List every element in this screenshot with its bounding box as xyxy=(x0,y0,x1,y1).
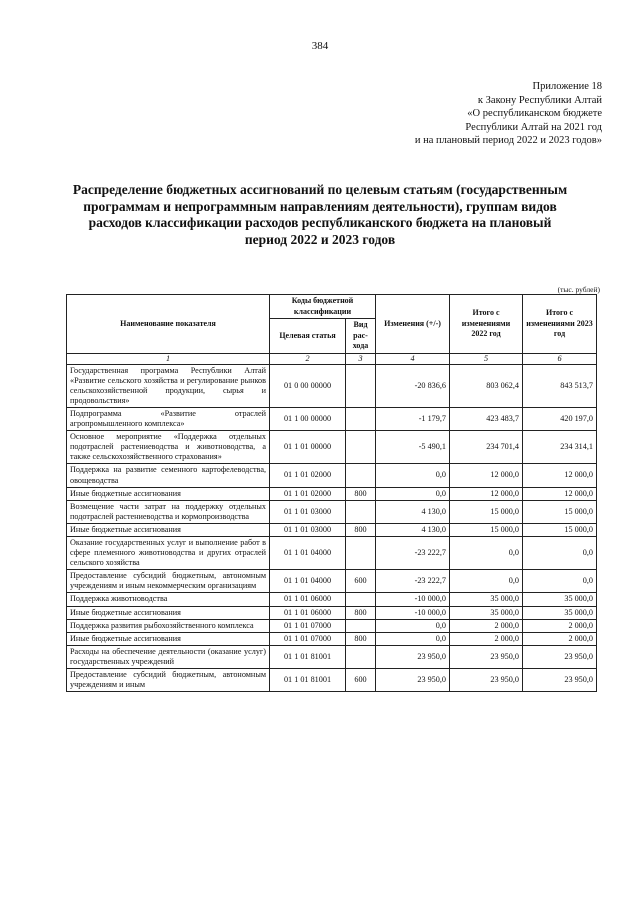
table-row xyxy=(67,487,597,500)
row-total-2023-cell: 2 000,0 xyxy=(523,632,597,645)
row-target-code-cell: 01 1 01 81001 xyxy=(270,669,346,692)
row-total-2022-cell: 15 000,0 xyxy=(450,500,523,523)
row-total-2022-cell: 803 062,4 xyxy=(450,364,523,407)
row-expense-kind-cell: 600 xyxy=(346,669,376,692)
table-row xyxy=(67,500,597,523)
row-total-2023-cell: 23 950,0 xyxy=(523,645,597,668)
row-total-2023-cell: 23 950,0 xyxy=(523,669,597,692)
row-name-cell: Поддержка животноводства xyxy=(67,593,270,606)
row-total-2023-cell: 234 314,1 xyxy=(523,431,597,464)
budget-table xyxy=(66,294,597,692)
row-total-2023-cell: 15 000,0 xyxy=(523,523,597,536)
table-row xyxy=(67,632,597,645)
column-index: 6 xyxy=(523,353,597,364)
table-row xyxy=(67,570,597,593)
row-total-2023-cell: 2 000,0 xyxy=(523,619,597,632)
row-expense-kind-cell: 800 xyxy=(346,632,376,645)
row-total-2022-cell: 12 000,0 xyxy=(450,487,523,500)
row-expense-kind-cell xyxy=(346,431,376,464)
row-name-cell: Предоставление субсидий бюджетным, автономным учреждениям и иным некоммерческим организациям xyxy=(67,570,270,593)
table-row xyxy=(67,537,597,570)
column-index: 3 xyxy=(346,353,376,364)
row-target-code-cell: 01 1 01 81001 xyxy=(270,645,346,668)
column-index: 4 xyxy=(376,353,450,364)
row-total-2022-cell: 2 000,0 xyxy=(450,632,523,645)
row-total-2022-cell: 0,0 xyxy=(450,537,523,570)
row-target-code-cell: 01 1 01 02000 xyxy=(270,464,346,487)
row-name-cell: Поддержка развития рыбохозяйственного комплекса xyxy=(67,619,270,632)
header-target-article: Целевая статья xyxy=(270,319,346,354)
table-row xyxy=(67,523,597,536)
row-name-cell: Расходы на обеспечение деятельности (оказание услуг) государственных учреждений xyxy=(67,645,270,668)
row-total-2022-cell: 423 483,7 xyxy=(450,407,523,430)
row-name-cell: Поддержка на развитие семенного картофелеводства, овощеводства xyxy=(67,464,270,487)
row-target-code-cell: 01 1 01 02000 xyxy=(270,487,346,500)
row-change-cell: 0,0 xyxy=(376,632,450,645)
row-name-cell: Возмещение части затрат на поддержку отдельных подотраслей растениеводства и кормопроизводства xyxy=(67,500,270,523)
appendix-line: «О республиканском бюджете xyxy=(467,108,602,119)
column-index-row xyxy=(67,353,597,364)
table-row xyxy=(67,606,597,619)
document-title: Распределение бюджетных ассигнований по целевым статьям (государственным программам и непрограммным направлениям деятельности), группам видов расходов классификации расходов республиканского бюджета на плановый период 2022 и 2023 годов xyxy=(72,182,568,247)
row-total-2023-cell: 12 000,0 xyxy=(523,464,597,487)
header-codes: Коды бюджетной классификации xyxy=(270,295,376,319)
row-total-2023-cell: 35 000,0 xyxy=(523,606,597,619)
row-name-cell: Иные бюджетные ассигнования xyxy=(67,606,270,619)
table-row xyxy=(67,645,597,668)
row-change-cell: -1 179,7 xyxy=(376,407,450,430)
row-expense-kind-cell xyxy=(346,364,376,407)
row-total-2022-cell: 15 000,0 xyxy=(450,523,523,536)
row-expense-kind-cell xyxy=(346,537,376,570)
row-total-2022-cell: 35 000,0 xyxy=(450,606,523,619)
row-total-2023-cell: 35 000,0 xyxy=(523,593,597,606)
row-change-cell: 0,0 xyxy=(376,619,450,632)
table-row xyxy=(67,669,597,692)
row-expense-kind-cell xyxy=(346,619,376,632)
row-total-2022-cell: 23 950,0 xyxy=(450,645,523,668)
row-target-code-cell: 01 1 01 03000 xyxy=(270,523,346,536)
column-index: 5 xyxy=(450,353,523,364)
appendix-line: Республики Алтай на 2021 год xyxy=(465,121,602,133)
row-change-cell: 4 130,0 xyxy=(376,500,450,523)
row-change-cell: -10 000,0 xyxy=(376,593,450,606)
row-name-cell: Иные бюджетные ассигнования xyxy=(67,632,270,645)
row-total-2022-cell: 0,0 xyxy=(450,570,523,593)
row-expense-kind-cell xyxy=(346,464,376,487)
row-total-2022-cell: 2 000,0 xyxy=(450,619,523,632)
row-expense-kind-cell xyxy=(346,593,376,606)
row-expense-kind-cell xyxy=(346,645,376,668)
appendix-line: к Закону Республики Алтай xyxy=(477,94,602,106)
header-expense-kind: Вид рас-хода xyxy=(346,319,376,354)
table-row xyxy=(67,619,597,632)
row-expense-kind-cell: 800 xyxy=(346,606,376,619)
row-change-cell: 4 130,0 xyxy=(376,523,450,536)
row-total-2022-cell: 35 000,0 xyxy=(450,593,523,606)
table-row xyxy=(67,431,597,464)
row-total-2023-cell: 0,0 xyxy=(523,570,597,593)
row-target-code-cell: 01 1 01 06000 xyxy=(270,593,346,606)
header-name: Наименование показателя xyxy=(67,295,270,354)
table-row xyxy=(67,364,597,407)
row-change-cell: -23 222,7 xyxy=(376,570,450,593)
row-name-cell: Подпрограмма «Развитие отраслей агропромышленного комплекса» xyxy=(67,407,270,430)
row-total-2023-cell: 420 197,0 xyxy=(523,407,597,430)
row-expense-kind-cell: 800 xyxy=(346,523,376,536)
row-total-2023-cell: 15 000,0 xyxy=(523,500,597,523)
appendix-line: Приложение 18 xyxy=(532,81,602,92)
page-number: 384 xyxy=(311,40,329,52)
row-expense-kind-cell xyxy=(346,500,376,523)
header-total-2022: Итого с изменениями 2022 год xyxy=(450,295,523,354)
row-name-cell: Государственная программа Республики Алтай «Развитие сельского хозяйства и регулирование рынков сельскохозяйственной продукции, сырья и продовольствия» xyxy=(67,364,270,407)
table-row xyxy=(67,407,597,430)
units-label: (тыс. рублей) xyxy=(557,285,600,294)
header-changes: Изменения (+/-) xyxy=(376,295,450,354)
row-change-cell: 23 950,0 xyxy=(376,669,450,692)
row-change-cell: 0,0 xyxy=(376,464,450,487)
row-target-code-cell: 01 1 01 04000 xyxy=(270,537,346,570)
column-index: 2 xyxy=(270,353,346,364)
row-target-code-cell: 01 1 00 00000 xyxy=(270,407,346,430)
table-row xyxy=(67,593,597,606)
table-row xyxy=(67,464,597,487)
appendix-line: и на плановый период 2022 и 2023 годов» xyxy=(414,135,602,146)
row-total-2022-cell: 23 950,0 xyxy=(450,669,523,692)
row-name-cell: Предоставление субсидий бюджетным, автономным учреждениям и иным xyxy=(67,669,270,692)
row-total-2023-cell: 12 000,0 xyxy=(523,487,597,500)
row-change-cell: 23 950,0 xyxy=(376,645,450,668)
row-total-2023-cell: 843 513,7 xyxy=(523,364,597,407)
appendix-note xyxy=(415,80,602,148)
row-name-cell: Иные бюджетные ассигнования xyxy=(67,523,270,536)
row-total-2022-cell: 234 701,4 xyxy=(450,431,523,464)
row-target-code-cell: 01 1 01 07000 xyxy=(270,632,346,645)
row-target-code-cell: 01 1 01 06000 xyxy=(270,606,346,619)
row-expense-kind-cell: 800 xyxy=(346,487,376,500)
row-target-code-cell: 01 0 00 00000 xyxy=(270,364,346,407)
row-change-cell: 0,0 xyxy=(376,487,450,500)
row-name-cell: Оказание государственных услуг и выполнение работ в сфере племенного животноводства и других отраслей сельского хозяйства xyxy=(67,537,270,570)
header-total-2023: Итого с изменениями 2023 год xyxy=(523,295,597,354)
row-target-code-cell: 01 1 01 04000 xyxy=(270,570,346,593)
row-target-code-cell: 01 1 01 07000 xyxy=(270,619,346,632)
row-change-cell: -20 836,6 xyxy=(376,364,450,407)
row-change-cell: -10 000,0 xyxy=(376,606,450,619)
column-index: 1 xyxy=(67,353,270,364)
row-total-2022-cell: 12 000,0 xyxy=(450,464,523,487)
row-target-code-cell: 01 1 01 03000 xyxy=(270,500,346,523)
row-name-cell: Основное мероприятие «Поддержка отдельных подотраслей растениеводства и животноводства, а также сельскохозяйственного страхования» xyxy=(67,431,270,464)
row-expense-kind-cell: 600 xyxy=(346,570,376,593)
row-total-2023-cell: 0,0 xyxy=(523,537,597,570)
row-expense-kind-cell xyxy=(346,407,376,430)
row-change-cell: -5 490,1 xyxy=(376,431,450,464)
row-name-cell: Иные бюджетные ассигнования xyxy=(67,487,270,500)
row-change-cell: -23 222,7 xyxy=(376,537,450,570)
row-target-code-cell: 01 1 01 00000 xyxy=(270,431,346,464)
